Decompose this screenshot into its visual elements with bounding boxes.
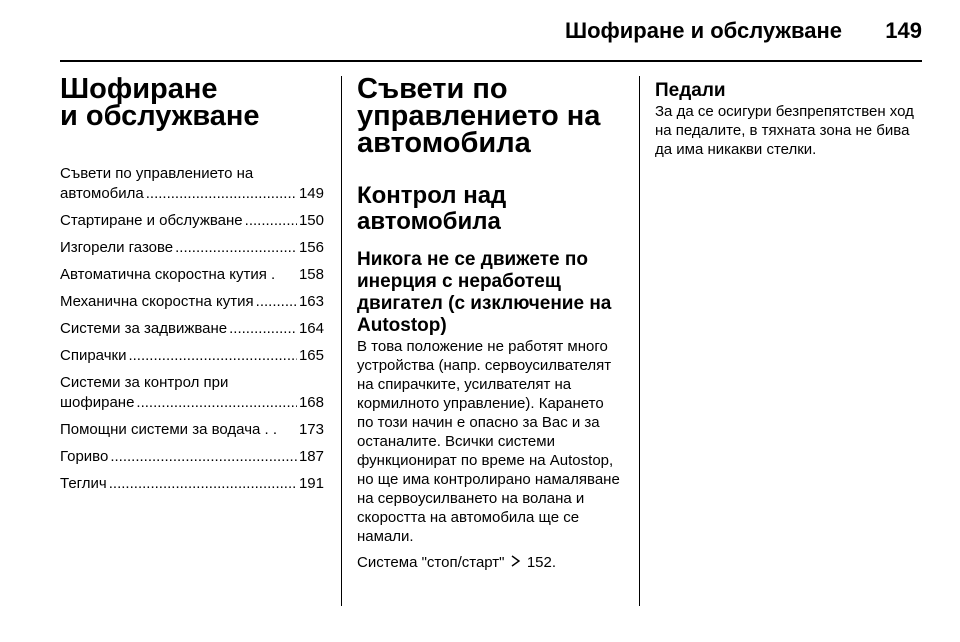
- pedals-heading: Педали: [655, 80, 726, 101]
- toc-item[interactable]: Спирачки ..... 165: [60, 346, 324, 366]
- toc-item[interactable]: Автоматична скоростна кутия . 158: [60, 266, 324, 283]
- toc-item[interactable]: Системи за задвижване ..... 164: [60, 319, 324, 339]
- subsection-title: Контрол над автомобила: [357, 182, 507, 235]
- middle-column: [357, 73, 623, 579]
- column-divider-1: [341, 76, 342, 606]
- chapter-title: Шофиране и обслужване: [60, 73, 260, 132]
- section-title: Съвети по управлението на автомобила: [357, 73, 601, 159]
- toc-item[interactable]: Стартиране и обслужване ..... 150: [60, 211, 324, 231]
- toc-item[interactable]: Съвети по управлението на автомобила ..... 149: [60, 164, 324, 204]
- left-column: [60, 73, 324, 501]
- pedals-paragraph: За да се осигури безпрепятствен ход на педалите, в тяхната зона не бива да има никакви стелки.: [655, 103, 914, 158]
- header-rule: [60, 60, 922, 62]
- toc-item[interactable]: Механична скоростна кутия ..... 163: [60, 292, 324, 312]
- toc-item[interactable]: Изгорели газове ..... 156: [60, 238, 324, 258]
- cross-reference[interactable]: Система "стоп/старт" 152.: [357, 554, 557, 571]
- running-header-title: Шофиране и обслужване: [564, 18, 842, 43]
- warning-heading: Никога не се движете по инерция с неработещ двигател (с изключение на Autostop): [357, 249, 612, 336]
- page-number: 149: [885, 18, 922, 43]
- toc-item[interactable]: Гориво ..... 187: [60, 447, 324, 467]
- right-column: [655, 76, 923, 166]
- table-of-contents: [60, 164, 324, 494]
- toc-item[interactable]: Помощни системи за водача . . 173: [60, 421, 324, 438]
- column-divider-2: [639, 76, 640, 606]
- page-reference-icon: [511, 553, 521, 572]
- toc-item[interactable]: Системи за контрол при шофиране ..... 168: [60, 373, 324, 413]
- body-paragraph: В това положение не работят много устройства (напр. сервоусилвателят на спирачките, усилвателят на кормилното управление). Карането по този начин е опасно за Вас и за останалите. Всички системи функционират по време на Autostop, но ще има контролирано намаляване на сервоусилването на волана и скоростта на автомобила ще се намали.: [357, 338, 620, 545]
- toc-item[interactable]: Теглич ..... 191: [60, 474, 324, 494]
